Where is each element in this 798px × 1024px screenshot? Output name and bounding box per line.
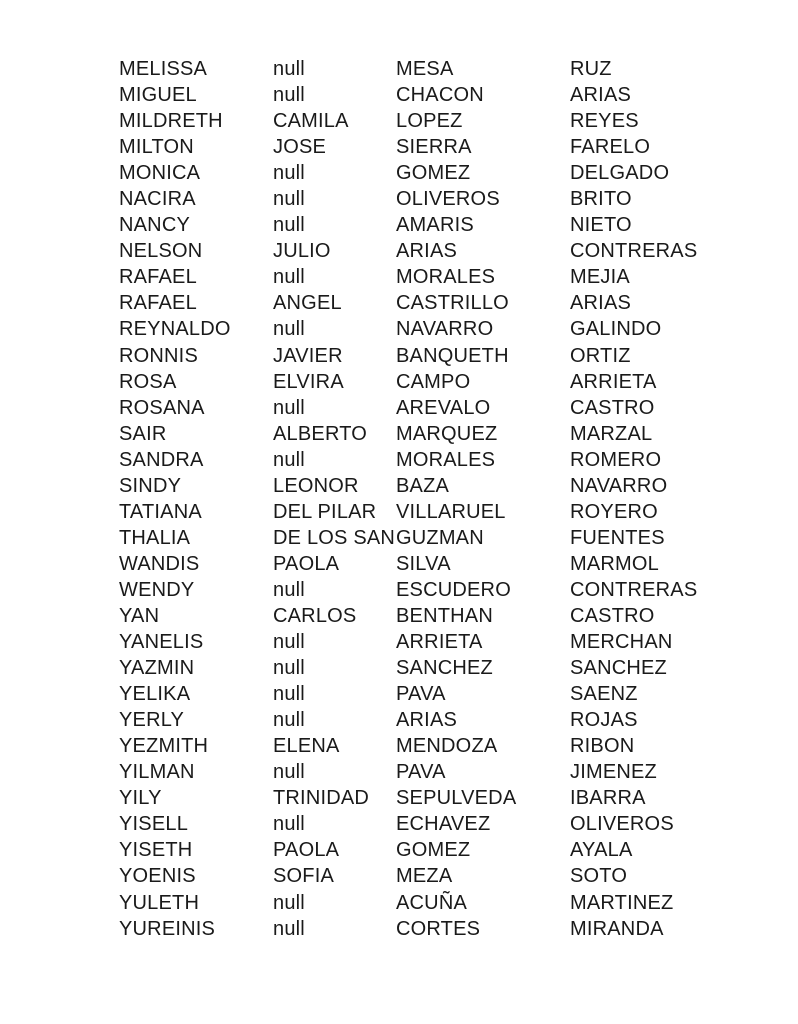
table-row <box>0 212 798 238</box>
middle-name-cell: null <box>273 917 305 940</box>
first-surname-cell: ARRIETA <box>396 631 483 654</box>
second-surname-cell: ROYERO <box>570 500 658 523</box>
table-row <box>0 395 798 421</box>
second-surname-cell: AYALA <box>570 839 633 862</box>
second-surname-cell: MEJIA <box>570 266 630 289</box>
first-name-cell: MILDRETH <box>119 110 223 133</box>
table-row <box>0 186 798 212</box>
first-name-cell: YULETH <box>119 891 200 914</box>
second-surname-cell: RIBON <box>570 735 635 758</box>
second-surname-cell: MARTINEZ <box>570 891 674 914</box>
first-surname-cell: PAVA <box>396 761 446 784</box>
middle-name-cell: TRINIDAD <box>273 787 370 810</box>
table-row <box>0 421 798 447</box>
middle-name-cell: null <box>273 813 305 836</box>
second-surname-cell: REYES <box>570 110 639 133</box>
first-surname-cell: BENTHAN <box>396 604 493 627</box>
first-name-cell: YILY <box>119 787 162 810</box>
first-surname-cell: CORTES <box>396 917 481 940</box>
table-row <box>0 733 798 759</box>
table-row <box>0 603 798 629</box>
middle-name-cell: DE LOS SAN <box>273 526 396 549</box>
middle-name-cell: JOSE <box>273 136 327 159</box>
table-row <box>0 343 798 369</box>
first-name-cell: SAIR <box>119 422 167 445</box>
middle-name-cell: null <box>273 84 305 107</box>
second-surname-cell: MARZAL <box>570 422 653 445</box>
first-surname-cell: GOMEZ <box>396 162 471 185</box>
first-surname-cell: ACUÑA <box>396 891 468 914</box>
first-name-cell: MIGUEL <box>119 84 197 107</box>
first-surname-cell: SILVA <box>396 552 451 575</box>
second-surname-cell: GALINDO <box>570 318 662 341</box>
first-name-cell: YAN <box>119 604 160 627</box>
second-surname-cell: JIMENEZ <box>570 761 657 784</box>
second-surname-cell: ROJAS <box>570 709 638 732</box>
table-row <box>0 108 798 134</box>
second-surname-cell: SOTO <box>570 865 628 888</box>
first-surname-cell: SEPULVEDA <box>396 787 517 810</box>
first-name-cell: THALIA <box>119 526 191 549</box>
first-surname-cell: VILLARUEL <box>396 500 506 523</box>
first-name-cell: MILTON <box>119 136 194 159</box>
table-row <box>0 316 798 342</box>
first-surname-cell: AMARIS <box>396 214 474 237</box>
second-surname-cell: ARIAS <box>570 292 632 315</box>
second-surname-cell: ARRIETA <box>570 370 657 393</box>
table-row <box>0 264 798 290</box>
first-name-cell: SINDY <box>119 474 182 497</box>
middle-name-cell: CAMILA <box>273 110 349 133</box>
middle-name-cell: null <box>273 761 305 784</box>
first-name-cell: WANDIS <box>119 552 200 575</box>
first-surname-cell: LOPEZ <box>396 110 463 133</box>
first-name-cell: MONICA <box>119 162 201 185</box>
table-row <box>0 785 798 811</box>
middle-name-cell: null <box>273 266 305 289</box>
middle-name-cell: null <box>273 214 305 237</box>
first-surname-cell: GOMEZ <box>396 839 471 862</box>
first-name-cell: RAFAEL <box>119 292 197 315</box>
first-name-cell: MELISSA <box>119 58 208 80</box>
table-row <box>0 238 798 264</box>
first-surname-cell: MORALES <box>396 266 496 289</box>
first-name-cell: YISELL <box>119 813 189 836</box>
second-surname-cell: MERCHAN <box>570 631 673 654</box>
first-name-cell: YILMAN <box>119 761 195 784</box>
first-surname-cell: ESCUDERO <box>396 578 511 601</box>
first-surname-cell: CHACON <box>396 84 484 107</box>
first-name-cell: YELIKA <box>119 683 191 706</box>
second-surname-cell: FUENTES <box>570 526 665 549</box>
table-row <box>0 629 798 655</box>
second-surname-cell: MIRANDA <box>570 917 664 940</box>
middle-name-cell: null <box>273 631 305 654</box>
second-surname-cell: SAENZ <box>570 683 638 706</box>
middle-name-cell: null <box>273 396 305 419</box>
first-surname-cell: MENDOZA <box>396 735 498 758</box>
second-surname-cell: ORTIZ <box>570 344 631 367</box>
middle-name-cell: null <box>273 709 305 732</box>
middle-name-cell: null <box>273 578 305 601</box>
first-surname-cell: MEZA <box>396 865 453 888</box>
second-surname-cell: FARELO <box>570 136 651 159</box>
table-row <box>0 473 798 499</box>
middle-name-cell: ELENA <box>273 735 340 758</box>
second-surname-cell: DELGADO <box>570 162 670 185</box>
first-surname-cell: SIERRA <box>396 136 472 159</box>
first-surname-cell: AREVALO <box>396 396 491 419</box>
middle-name-cell: null <box>273 58 305 80</box>
first-surname-cell: MORALES <box>396 448 496 471</box>
table-row <box>0 369 798 395</box>
second-surname-cell: CASTRO <box>570 604 655 627</box>
middle-name-cell: null <box>273 162 305 185</box>
second-surname-cell: NIETO <box>570 214 632 237</box>
first-name-cell: YEZMITH <box>119 735 209 758</box>
table-row <box>0 82 798 108</box>
second-surname-cell: OLIVEROS <box>570 813 674 836</box>
middle-name-cell: LEONOR <box>273 474 359 497</box>
middle-name-cell: null <box>273 683 305 706</box>
second-surname-cell: CONTRERAS <box>570 240 698 263</box>
middle-name-cell: JULIO <box>273 240 331 263</box>
first-name-cell: REYNALDO <box>119 318 231 341</box>
second-surname-cell: MARMOL <box>570 552 659 575</box>
table-row <box>0 863 798 889</box>
second-surname-cell: RUZ <box>570 58 612 80</box>
second-surname-cell: NAVARRO <box>570 474 668 497</box>
table-row <box>0 290 798 316</box>
first-surname-cell: ARIAS <box>396 240 458 263</box>
second-surname-cell: IBARRA <box>570 787 646 810</box>
second-surname-cell: CONTRERAS <box>570 578 698 601</box>
first-name-cell: YERLY <box>119 709 185 732</box>
first-name-cell: ROSA <box>119 370 177 393</box>
table-row <box>0 56 798 82</box>
first-name-cell: ROSANA <box>119 396 205 419</box>
second-surname-cell: ROMERO <box>570 448 662 471</box>
first-name-cell: NACIRA <box>119 188 196 211</box>
middle-name-cell: null <box>273 318 305 341</box>
middle-name-cell: PAOLA <box>273 552 340 575</box>
first-name-cell: NELSON <box>119 240 203 263</box>
first-name-cell: NANCY <box>119 214 191 237</box>
first-name-cell: YANELIS <box>119 631 204 654</box>
first-surname-cell: PAVA <box>396 683 446 706</box>
second-surname-cell: SANCHEZ <box>570 657 667 680</box>
first-name-cell: SANDRA <box>119 448 204 471</box>
table-row <box>0 681 798 707</box>
first-surname-cell: ECHAVEZ <box>396 813 491 836</box>
first-surname-cell: BANQUETH <box>396 344 509 367</box>
first-name-cell: WENDY <box>119 578 195 601</box>
middle-name-cell: DEL PILAR <box>273 500 377 523</box>
first-name-cell: RONNIS <box>119 344 198 367</box>
second-surname-cell: CASTRO <box>570 396 655 419</box>
first-name-cell: TATIANA <box>119 500 202 523</box>
first-name-cell: RAFAEL <box>119 266 197 289</box>
table-row <box>0 134 798 160</box>
table-row <box>0 499 798 525</box>
first-name-cell: YUREINIS <box>119 917 216 940</box>
second-surname-cell: ARIAS <box>570 84 632 107</box>
second-surname-cell: BRITO <box>570 188 632 211</box>
middle-name-cell: SOFIA <box>273 865 335 888</box>
first-surname-cell: CAMPO <box>396 370 471 393</box>
table-row <box>0 759 798 785</box>
first-surname-cell: GUZMAN <box>396 526 484 549</box>
table-row <box>0 551 798 577</box>
first-surname-cell: ARIAS <box>396 709 458 732</box>
middle-name-cell: null <box>273 891 305 914</box>
first-name-cell: YOENIS <box>119 865 196 888</box>
middle-name-cell: null <box>273 448 305 471</box>
table-row <box>0 837 798 863</box>
middle-name-cell: null <box>273 657 305 680</box>
table-row <box>0 811 798 837</box>
middle-name-cell: ALBERTO <box>273 422 368 445</box>
table-row <box>0 916 798 942</box>
table-row <box>0 890 798 916</box>
middle-name-cell: ELVIRA <box>273 370 344 393</box>
first-name-cell: YISETH <box>119 839 193 862</box>
table-row <box>0 525 798 551</box>
middle-name-cell: CARLOS <box>273 604 357 627</box>
first-surname-cell: CASTRILLO <box>396 292 509 315</box>
first-surname-cell: NAVARRO <box>396 318 494 341</box>
table-row <box>0 447 798 473</box>
first-name-cell: YAZMIN <box>119 657 195 680</box>
middle-name-cell: JAVIER <box>273 344 343 367</box>
table-row <box>0 707 798 733</box>
first-surname-cell: MARQUEZ <box>396 422 498 445</box>
name-table <box>0 56 798 942</box>
table-row <box>0 655 798 681</box>
first-surname-cell: OLIVEROS <box>396 188 500 211</box>
middle-name-cell: PAOLA <box>273 839 340 862</box>
table-row <box>0 577 798 603</box>
middle-name-cell: null <box>273 188 305 211</box>
first-surname-cell: MESA <box>396 58 454 80</box>
first-surname-cell: SANCHEZ <box>396 657 493 680</box>
middle-name-cell: ANGEL <box>273 292 342 315</box>
table-row <box>0 160 798 186</box>
first-surname-cell: BAZA <box>396 474 450 497</box>
